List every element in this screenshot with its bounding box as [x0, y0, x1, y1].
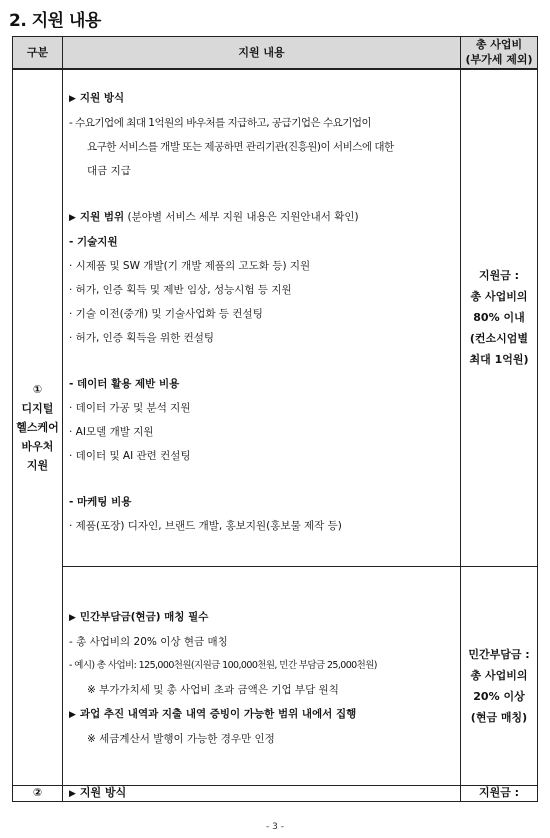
tech-support-title: - 기술지원 [69, 235, 118, 248]
scope-note: (분야별 서비스 세부 지원 내용은 지원안내서 확인) [127, 210, 359, 223]
matching-text-line: - 총 사업비의 20% 이상 현금 매칭 [69, 635, 228, 648]
category-line: 헬스케어 [16, 420, 59, 434]
execution-title-line [69, 702, 460, 727]
next-method-title: 지원 방식 [79, 785, 127, 799]
budget-line: 20% 이상 [473, 689, 525, 703]
budget-line: 민간부담금 : [468, 647, 530, 661]
table-header-row [13, 37, 538, 69]
budget-line: 80% 이내 [473, 311, 525, 324]
list-item: · 시제품 및 SW 개발(기 개발 제품의 고도화 등) 지원 [69, 259, 311, 272]
next-method-line [63, 785, 461, 801]
triangle-bullet-icon: ▶ [69, 788, 76, 799]
triangle-bullet-icon: ▶ [69, 93, 76, 104]
list-item: · 데이터 및 AI 관련 컨설팅 [69, 449, 191, 462]
matching-note-line: ※ 부가가치세 및 총 사업비 초과 금액은 기업 부담 원칙 [87, 683, 339, 696]
category-cell-1 [13, 69, 63, 786]
page-number: - 3 - [266, 822, 284, 832]
execution-note-line: ※ 세금계산서 발행이 가능한 경우만 인정 [87, 732, 275, 745]
list-item: · 허가, 인증 획득을 위한 컨설팅 [69, 331, 215, 344]
list-item: · 기술 이전(중개) 및 기술사업화 등 컨설팅 [69, 307, 263, 320]
method-text-line: - 수요기업에 최대 1억원의 바우처를 지급하고, 공급기업은 수요기업이 [69, 116, 372, 129]
data-cost-title: - 데이터 활용 제반 비용 [69, 377, 180, 390]
budget-line: (현금 매칭) [470, 710, 528, 724]
method-text-line: 요구한 서비스를 개발 또는 제공하면 관리기관(진흥원)이 서비스에 대한 [87, 140, 394, 153]
header-budget-line1: 총 사업비 [475, 38, 523, 52]
method-title: 지원 방식 [79, 91, 125, 104]
budget-line: 총 사업비의 [470, 668, 528, 682]
header-content: 지원 내용 [63, 37, 461, 69]
category-number: ① [32, 382, 43, 396]
budget-line: 지원금 : [478, 269, 520, 282]
budget-cell-3: 지원금 : [461, 785, 538, 801]
support-content-table [12, 36, 538, 802]
matching-title: 민간부담금(현금) 매칭 필수 [79, 610, 209, 623]
header-category: 구분 [13, 37, 63, 69]
triangle-bullet-icon: ▶ [69, 212, 76, 223]
category-line: 지원 [26, 458, 49, 472]
budget-line: (컨소시엄별 [469, 332, 529, 345]
scope-title-line [69, 205, 460, 230]
header-budget [461, 37, 538, 69]
method-title-line [69, 86, 460, 111]
triangle-bullet-icon: ▶ [69, 709, 76, 720]
execution-title: 과업 추진 내역과 지출 내역 증빙이 가능한 범위 내에서 집행 [79, 707, 357, 720]
budget-line: 총 사업비의 [470, 290, 528, 303]
list-item: · 허가, 인증 획득 및 제반 임상, 성능시험 등 지원 [69, 283, 292, 296]
support-details-cell [63, 69, 461, 567]
category-line: 바우처 [21, 439, 54, 453]
budget-cell-1 [461, 69, 538, 567]
category-cell-2: ② [13, 785, 63, 801]
table-row [13, 785, 538, 801]
budget-cell-2 [461, 566, 538, 785]
matching-details-cell [63, 566, 461, 785]
triangle-bullet-icon: ▶ [69, 612, 76, 623]
header-budget-line2: (부가세 제외) [465, 53, 533, 67]
method-text-line: 대금 지급 [87, 164, 131, 177]
list-item: · AI모델 개발 지원 [69, 425, 154, 438]
category-line: 디지털 [21, 401, 54, 415]
list-item: · 데이터 가공 및 분석 지원 [69, 401, 191, 414]
budget-line: 최대 1억원) [469, 353, 529, 366]
table-row [13, 566, 538, 785]
scope-title: 지원 범위 [79, 210, 125, 223]
matching-example-line: - 예시) 총 사업비: 125,000천원(지원금 100,000천원, 민간 부담금 25,000천원) [69, 659, 377, 671]
section-heading: 2. 지원 내용 [9, 11, 101, 31]
list-item: · 제품(포장) 디자인, 브랜드 개발, 홍보지원(홍보물 제작 등) [69, 519, 342, 532]
table-row [13, 69, 538, 567]
matching-title-line [69, 605, 460, 630]
marketing-cost-title: - 마케팅 비용 [69, 495, 132, 508]
